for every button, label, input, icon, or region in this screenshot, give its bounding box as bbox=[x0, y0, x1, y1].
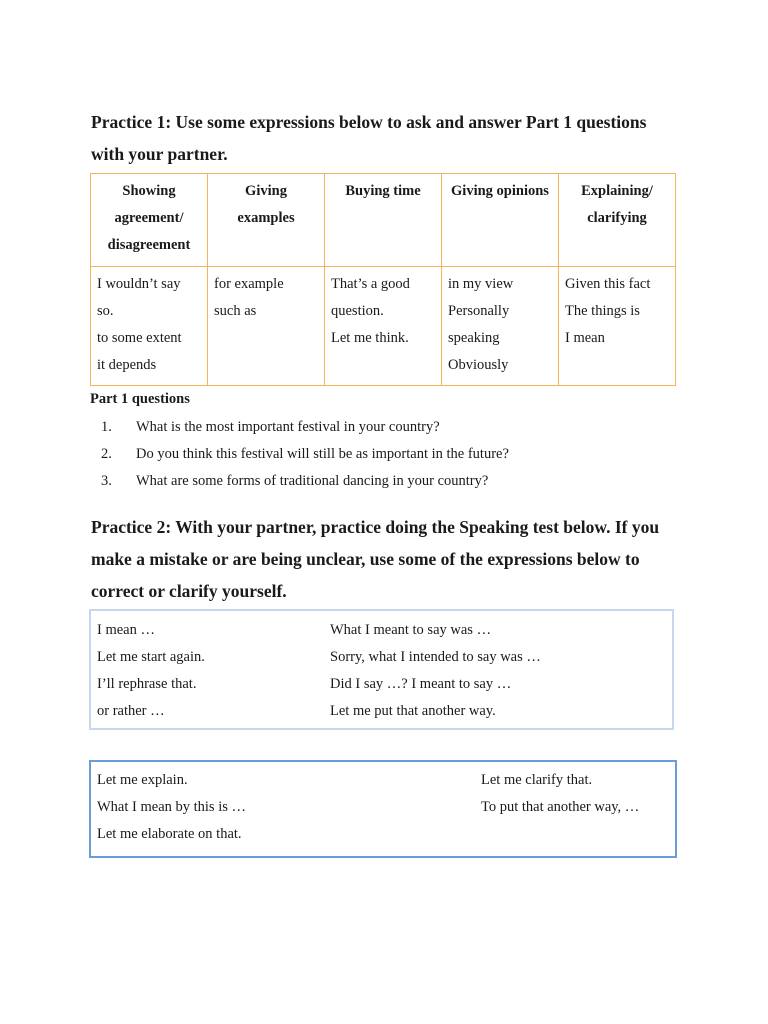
question-number: 3. bbox=[101, 473, 112, 489]
cell-text: I mean bbox=[565, 330, 605, 346]
expression-item: What I mean by this is … bbox=[97, 799, 247, 815]
question-text: Do you think this festival will still be as important in the future? bbox=[136, 446, 509, 462]
practice-1-heading-line: Practice 1: Use some expressions below to ask and answer Part 1 questions bbox=[91, 112, 647, 132]
cell-text: question. bbox=[331, 303, 384, 319]
cell-examples bbox=[208, 267, 325, 386]
cell-text: speaking bbox=[448, 330, 500, 346]
question-number: 2. bbox=[101, 446, 112, 462]
expression-item: What I meant to say was … bbox=[330, 622, 492, 638]
correction-expressions-box bbox=[89, 609, 674, 730]
expression-item: or rather … bbox=[97, 703, 165, 719]
header-explaining-clarifying bbox=[559, 174, 676, 267]
table-row bbox=[91, 267, 676, 386]
cell-text: so. bbox=[97, 303, 114, 319]
cell-text: in my view bbox=[448, 276, 514, 292]
header-giving-opinions bbox=[442, 174, 559, 267]
cell-opinions bbox=[442, 267, 559, 386]
header-text: agreement/ bbox=[114, 210, 184, 226]
cell-text: Personally bbox=[448, 303, 510, 319]
header-buying-time bbox=[325, 174, 442, 267]
practice-1-heading bbox=[91, 106, 691, 170]
expression-item: Let me start again. bbox=[97, 649, 205, 665]
correction-expressions-right bbox=[330, 617, 541, 725]
question-text: What are some forms of traditional dancing in your country? bbox=[136, 473, 489, 489]
cell-text: Obviously bbox=[448, 357, 509, 373]
clarification-expressions-right bbox=[481, 767, 639, 821]
expression-item: I mean … bbox=[97, 622, 155, 638]
header-text: Giving opinions bbox=[451, 183, 549, 199]
list-item bbox=[90, 441, 509, 468]
list-item bbox=[90, 414, 509, 441]
cell-text: The things is bbox=[565, 303, 640, 319]
expression-item: To put that another way, … bbox=[481, 799, 640, 815]
cell-text: to some extent bbox=[97, 330, 182, 346]
practice-1-heading-line: with your partner. bbox=[91, 144, 228, 164]
cell-text: it depends bbox=[97, 357, 157, 373]
cell-text: for example bbox=[214, 276, 284, 292]
part-1-questions-title: Part 1 questions bbox=[90, 391, 190, 407]
header-showing-agreement bbox=[91, 174, 208, 267]
expression-item: Let me clarify that. bbox=[481, 772, 593, 788]
question-text: What is the most important festival in your country? bbox=[136, 419, 440, 435]
practice-2-heading-line: correct or clarify yourself. bbox=[91, 581, 287, 601]
clarification-expressions-left bbox=[97, 767, 246, 848]
cell-text: Let me think. bbox=[331, 330, 409, 346]
expression-item: Let me explain. bbox=[97, 772, 188, 788]
cell-buying-time bbox=[325, 267, 442, 386]
practice-2-heading-line: Practice 2: With your partner, practice doing the Speaking test below. If you bbox=[91, 517, 660, 537]
cell-clarifying bbox=[559, 267, 676, 386]
cell-text: I wouldn’t say bbox=[97, 276, 181, 292]
header-text: examples bbox=[237, 210, 295, 226]
expression-item: Did I say …? I meant to say … bbox=[330, 676, 512, 692]
header-text: Buying time bbox=[345, 183, 421, 199]
expressions-table bbox=[90, 173, 676, 386]
header-text: Showing bbox=[122, 183, 176, 199]
header-text: disagreement bbox=[107, 237, 191, 253]
cell-text: That’s a good bbox=[331, 276, 410, 292]
clarification-expressions-box bbox=[89, 760, 677, 858]
practice-2-heading-line: make a mistake or are being unclear, use some of the expressions below to bbox=[91, 549, 640, 569]
correction-expressions-left bbox=[97, 617, 205, 725]
practice-2-heading bbox=[91, 511, 691, 607]
expression-item: Let me put that another way. bbox=[330, 703, 496, 719]
part-1-question-list bbox=[90, 414, 509, 495]
expression-item: Sorry, what I intended to say was … bbox=[330, 649, 541, 665]
list-item bbox=[90, 468, 509, 495]
cell-text: such as bbox=[214, 303, 257, 319]
header-text: clarifying bbox=[587, 210, 647, 226]
expression-item: I’ll rephrase that. bbox=[97, 676, 197, 692]
cell-text: Given this fact bbox=[565, 276, 651, 292]
cell-agreement bbox=[91, 267, 208, 386]
expression-item: Let me elaborate on that. bbox=[97, 826, 242, 842]
question-number: 1. bbox=[101, 419, 112, 435]
header-text: Giving bbox=[245, 183, 287, 199]
header-text: Explaining/ bbox=[581, 183, 653, 199]
table-header-row bbox=[91, 174, 676, 267]
header-giving-examples bbox=[208, 174, 325, 267]
